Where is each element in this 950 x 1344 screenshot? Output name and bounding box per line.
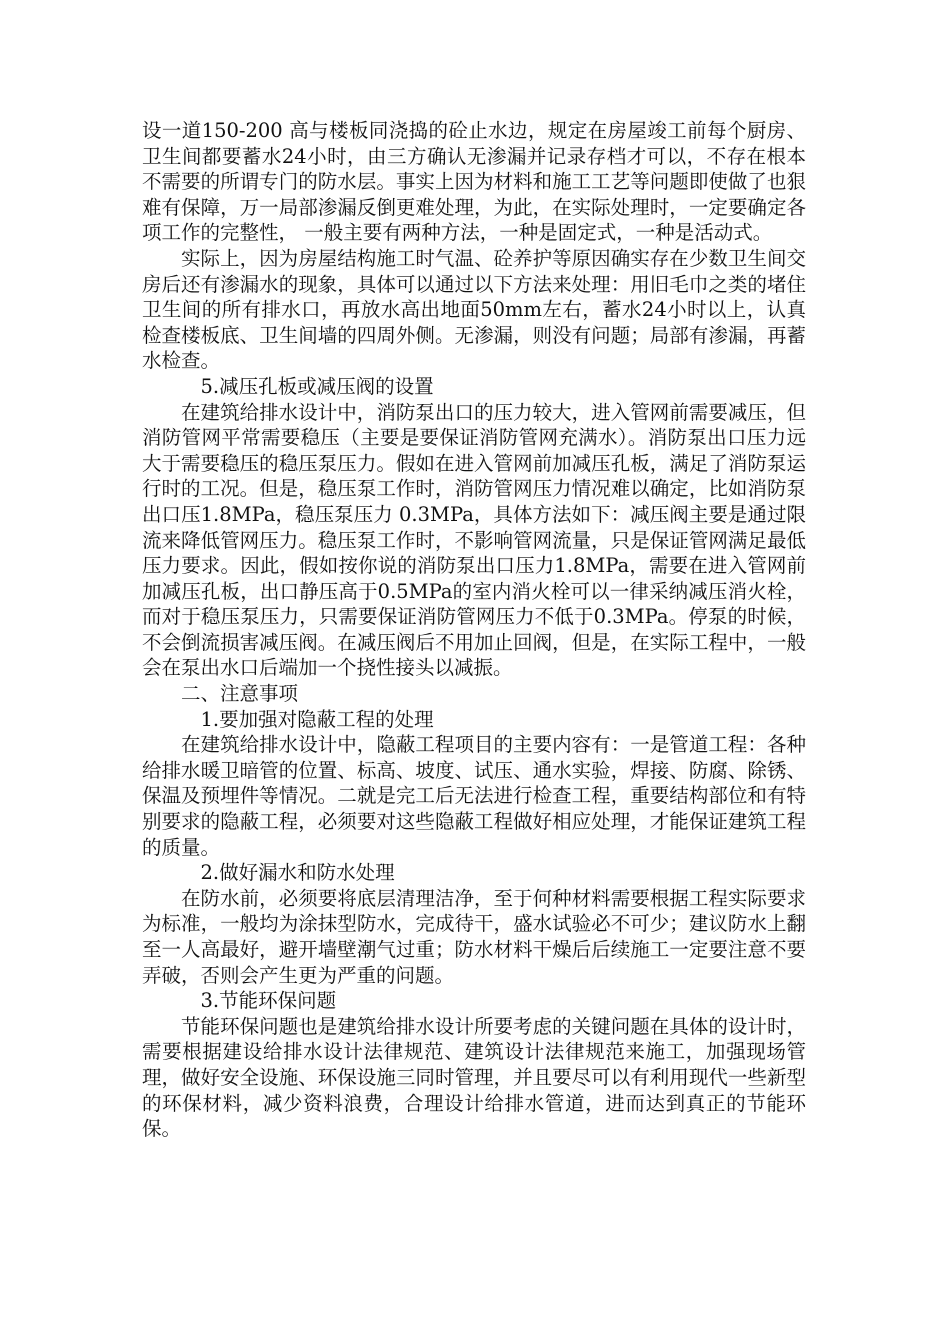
heading-concealed-works: 1.要加强对隐蔽工程的处理: [200, 707, 434, 731]
paragraph-energy-saving: 节能环保问题也是建筑给排水设计所要考虑的关键问题在具体的设计时， 需要根据建设给排水设计法律规范、建筑设计法律规范来施工，加强现场管理，做好安全设施、环保设施三同时管理，并且要尽可以有利用现代一些新型的环保材料，减少资料浪费，合理设计给排水管道，进而达到真正的节能环保。: [142, 1014, 806, 1141]
heading-section-notes: 二、注意事项: [181, 682, 299, 706]
heading-waterproofing: 2.做好漏水和防水处理: [200, 861, 395, 885]
heading-energy-saving: 3.节能环保问题: [200, 989, 337, 1013]
document-page: [142, 118, 806, 1142]
paragraph-waterproof-curb: 设一道150-200 高与楼板同浇捣的砼止水边，规定在房屋竣工前每个厨房、卫生间都要蓄水24小时，由三方确认无渗漏并记录存档才可以，不存在根本不需要的所谓专门的防水层。事实上因为材料和施工工艺等问题即使做了也狠难有保障，万一局部渗漏反倒更难处理，为此，在实际处理时，一定要确定各项工作的完整性， 一般主要有两种方法，一种是固定式，一种是活动式。: [142, 119, 806, 245]
paragraph-leak-test: 实际上，因为房屋结构施工时气温、砼养护等原因确实存在少数卫生间交房后还有渗漏水的现象，具体可以通过以下方法来处理：用旧毛巾之类的堵住卫生间的所有排水口，再放水高出地面50mm左右，蓄水24小时以上，认真检查楼板底、卫生间墙的四周外侧。无渗漏，则没有问题；局部有渗漏，再蓄水检查。: [142, 246, 806, 373]
paragraph-waterproofing: 在防水前，必须要将底层清理洁净，至于何种材料需要根据工程实际要求为标准，一般均为涂抹型防水，完成待干，盛水试验必不可少；建议防水上翻至一人高最好，避开墙壁潮气过重；防水材料干燥后后续施工一定要注意不要弄破，否则会产生更为严重的问题。: [142, 886, 806, 987]
paragraph-pressure-reducing: 在建筑给排水设计中，消防泵出口的压力较大，进入管网前需要减压，但消防管网平常需要稳压（主要是要保证消防管网充满水）。消防泵出口压力远大于需要稳压的稳压泵压力。假如在进入管网前加减压孔板，满足了消防泵运行时的工况。但是，稳压泵工作时，消防管网压力情况难以确定，比如消防泵出口压1.8MPa，稳压泵压力 0.3MPa，具体方法如下：减压阀主要是通过限流来降低管网压力。稳压泵工作时，不影响管网流量，只是保证管网满足最低压力要求。因此，假如按你说的消防泵出口压力1.8MPa，需要在进入管网前加减压孔板，出口静压高于0.5MPa的室内消火栓可以一律采纳减压消火栓，而对于稳压泵压力，只需要保证消防管网压力不低于0.3MPa。停泵的时候，不会倒流损害减压阀。在减压阀后不用加止回阀，但是，在实际工程中，一般会在泵出水口后端加一个挠性接头以减振。: [142, 400, 806, 680]
paragraph-concealed-works: 在建筑给排水设计中，隐蔽工程项目的主要内容有：一是管道工程：各种给排水暖卫暗管的位置、标高、坡度、试压、通水实验，焊接、防腐、除锈、保温及预埋件等情况。二就是完工后无法进行检查工程，重要结构部位和有特别要求的隐蔽工程，必须要对这些隐蔽工程做好相应处理，才能保证建筑工程的质量。: [142, 733, 806, 859]
heading-pressure-reducing: 5.减压孔板或减压阀的设置: [200, 374, 434, 398]
